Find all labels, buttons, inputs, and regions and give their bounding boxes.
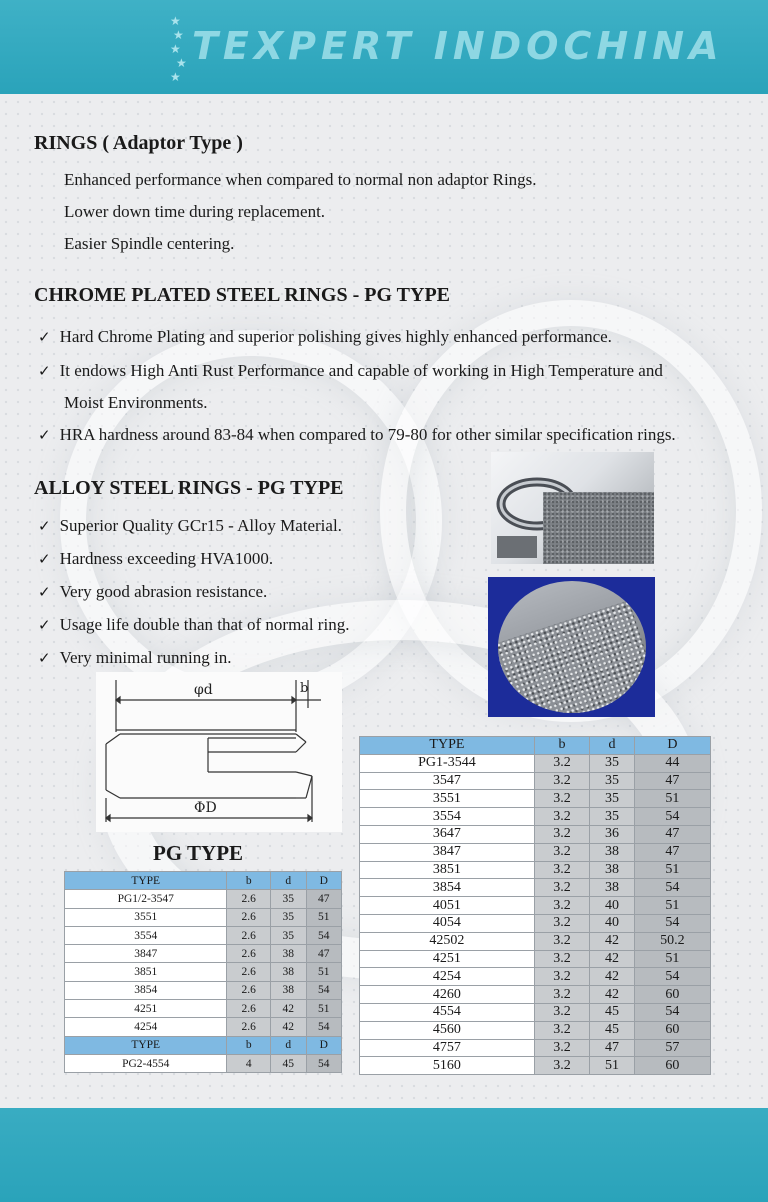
table-cell: 5160 xyxy=(360,1057,535,1075)
table-cell: 36 xyxy=(590,825,635,843)
table-header-row xyxy=(65,1036,342,1054)
table-cell: 51 xyxy=(634,861,710,879)
table-cell: 35 xyxy=(590,754,635,772)
diagram-drawing xyxy=(96,672,342,832)
pg-small-spec-table xyxy=(64,871,342,1073)
pg-type-title: PG TYPE xyxy=(153,841,244,865)
alloy-line-text: Hardness exceeding HVA1000. xyxy=(59,549,274,568)
chrome-line xyxy=(38,361,663,381)
table-cell: 54 xyxy=(634,879,710,897)
header-cell: d xyxy=(271,1036,306,1054)
table-cell: 3.2 xyxy=(534,986,589,1004)
table-cell: 3.2 xyxy=(534,897,589,915)
table-row xyxy=(360,932,711,950)
table-cell: 40 xyxy=(590,897,635,915)
table-cell: 35 xyxy=(271,890,306,908)
table-cell: 3.2 xyxy=(534,1021,589,1039)
table-cell: 3.2 xyxy=(534,843,589,861)
table-cell: 54 xyxy=(634,808,710,826)
table-cell: 3554 xyxy=(65,926,227,944)
table-cell: 42 xyxy=(271,1018,306,1036)
label-b: b xyxy=(300,681,309,696)
table-cell: 3.2 xyxy=(534,1039,589,1057)
table-cell: 3847 xyxy=(65,945,227,963)
table-cell: 4251 xyxy=(65,1000,227,1018)
table-row xyxy=(360,808,711,826)
table-row xyxy=(65,1054,342,1072)
table-cell: 51 xyxy=(306,963,341,981)
table-cell: 54 xyxy=(634,968,710,986)
table-row xyxy=(360,950,711,968)
table-cell: 3854 xyxy=(65,981,227,999)
table-cell: 4260 xyxy=(360,986,535,1004)
table-cell: 51 xyxy=(590,1057,635,1075)
table-cell: 3551 xyxy=(360,790,535,808)
table-cell: 3.2 xyxy=(534,825,589,843)
table-cell: 57 xyxy=(634,1039,710,1057)
chrome-line xyxy=(38,327,612,347)
table-cell: 3.2 xyxy=(534,950,589,968)
star-icon: ★ ★ ★ ★ ★ xyxy=(170,14,187,84)
table-row xyxy=(360,968,711,986)
table-cell: 3547 xyxy=(360,772,535,790)
table-row xyxy=(360,861,711,879)
table-cell: 2.6 xyxy=(227,1000,271,1018)
chrome-title: CHROME PLATED STEEL RINGS - PG TYPE xyxy=(34,284,450,306)
table-cell: 3.2 xyxy=(534,879,589,897)
header-cell: d xyxy=(590,737,635,755)
table-cell: 4251 xyxy=(360,950,535,968)
table-cell: 3847 xyxy=(360,843,535,861)
table-cell: 45 xyxy=(590,1021,635,1039)
table-cell: 54 xyxy=(306,1054,341,1072)
table-cell: 50.2 xyxy=(634,932,710,950)
microscope-view xyxy=(498,581,646,713)
table-cell: 51 xyxy=(306,1000,341,1018)
header-cell: TYPE xyxy=(65,1036,227,1054)
table-cell: 3.2 xyxy=(534,808,589,826)
table-cell: 38 xyxy=(271,945,306,963)
table-row xyxy=(65,1000,342,1018)
label-D: ΦD xyxy=(194,800,217,816)
alloy-title: ALLOY STEEL RINGS - PG TYPE xyxy=(34,477,344,499)
table-cell: 42 xyxy=(590,986,635,1004)
brand-logo: TEXPERT INDOCHINA xyxy=(192,24,724,68)
table-cell: 2.6 xyxy=(227,908,271,926)
chrome-line xyxy=(38,425,676,445)
table-cell: 38 xyxy=(590,843,635,861)
table-cell: 51 xyxy=(634,897,710,915)
adaptor-title: RINGS ( Adaptor Type ) xyxy=(34,132,243,154)
table-cell: PG1-3544 xyxy=(360,754,535,772)
table-cell: 35 xyxy=(590,772,635,790)
table-row xyxy=(360,772,711,790)
header-cell: d xyxy=(271,872,306,890)
table-cell: 2.6 xyxy=(227,926,271,944)
table-cell: 35 xyxy=(271,926,306,944)
table-cell: 42 xyxy=(590,968,635,986)
table-cell: 2.6 xyxy=(227,1018,271,1036)
table-row xyxy=(360,914,711,932)
table-cell: 4254 xyxy=(65,1018,227,1036)
table-row xyxy=(360,897,711,915)
header-cell: b xyxy=(227,1036,271,1054)
table-cell: 47 xyxy=(306,945,341,963)
table-cell: 3851 xyxy=(360,861,535,879)
alloy-line xyxy=(38,516,342,536)
table-row xyxy=(360,1057,711,1075)
table-row xyxy=(360,1021,711,1039)
table-cell: 4051 xyxy=(360,897,535,915)
granular-surface xyxy=(498,600,646,713)
table-row xyxy=(65,1018,342,1036)
table-row xyxy=(65,890,342,908)
adaptor-line: Enhanced performance when compared to normal non adaptor Rings. xyxy=(64,170,537,189)
microscope-photo xyxy=(488,577,655,717)
table-cell: 54 xyxy=(634,914,710,932)
table-cell: 47 xyxy=(634,825,710,843)
alloy-line xyxy=(38,648,231,668)
alloy-line xyxy=(38,615,349,635)
ring-cross-section-diagram xyxy=(96,672,342,832)
table-row xyxy=(360,986,711,1004)
table-cell: 51 xyxy=(634,790,710,808)
table-cell: 51 xyxy=(306,908,341,926)
table-cell: 54 xyxy=(306,981,341,999)
alloy-line-text: Superior Quality GCr15 - Alloy Material. xyxy=(59,516,342,535)
table-cell: 2.6 xyxy=(227,890,271,908)
table-row xyxy=(360,825,711,843)
header-cell: D xyxy=(306,872,341,890)
table-cell: 3.2 xyxy=(534,932,589,950)
table-cell: 35 xyxy=(590,808,635,826)
table-cell: 38 xyxy=(590,879,635,897)
table-cell: 3.2 xyxy=(534,754,589,772)
table-row xyxy=(360,754,711,772)
table-cell: 3.2 xyxy=(534,968,589,986)
table-cell: 40 xyxy=(590,914,635,932)
table-cell: 3551 xyxy=(65,908,227,926)
table-cell: 4054 xyxy=(360,914,535,932)
table-cell: 47 xyxy=(634,772,710,790)
chrome-line: Moist Environments. xyxy=(64,393,208,412)
table-cell: 44 xyxy=(634,754,710,772)
table-cell: 35 xyxy=(271,908,306,926)
table-cell: 60 xyxy=(634,1021,710,1039)
header-cell: D xyxy=(634,737,710,755)
table-row xyxy=(360,1003,711,1021)
table-header-row xyxy=(360,737,711,755)
pg-big-spec-table xyxy=(359,736,711,1075)
chrome-line-text: HRA hardness around 83-84 when compared to 79-80 for other similar specification rings. xyxy=(59,425,676,444)
header-cell: b xyxy=(534,737,589,755)
table-row xyxy=(65,908,342,926)
table-cell: 4554 xyxy=(360,1003,535,1021)
table-cell: 3854 xyxy=(360,879,535,897)
table-cell: 38 xyxy=(271,981,306,999)
table-row xyxy=(65,945,342,963)
table-cell: 51 xyxy=(634,950,710,968)
table-cell: 54 xyxy=(634,1003,710,1021)
table-cell: 47 xyxy=(590,1039,635,1057)
table-cell: 54 xyxy=(306,926,341,944)
table-cell: 35 xyxy=(590,790,635,808)
table-cell: 3.2 xyxy=(534,772,589,790)
alloy-line-text: Usage life double than that of normal ring. xyxy=(59,615,350,634)
adaptor-line: Lower down time during replacement. xyxy=(64,202,326,221)
table-cell: 3851 xyxy=(65,963,227,981)
table-row xyxy=(360,1039,711,1057)
table-cell: 3.2 xyxy=(534,914,589,932)
table-cell: 3.2 xyxy=(534,1057,589,1075)
alloy-line-text: Very minimal running in. xyxy=(59,648,232,667)
table-cell: 3.2 xyxy=(534,1003,589,1021)
adaptor-line: Easier Spindle centering. xyxy=(64,234,235,253)
table-cell: 42 xyxy=(590,950,635,968)
table-cell: 2.6 xyxy=(227,963,271,981)
chrome-line-text: Hard Chrome Plating and superior polishing gives highly enhanced performance. xyxy=(59,327,612,346)
table-cell: 4560 xyxy=(360,1021,535,1039)
table-cell: 3554 xyxy=(360,808,535,826)
alloy-line-text: Very good abrasion resistance. xyxy=(59,582,268,601)
table-cell: 4254 xyxy=(360,968,535,986)
label-d: φd xyxy=(194,682,213,698)
header-cell: TYPE xyxy=(65,872,227,890)
table-cell: 47 xyxy=(634,843,710,861)
footer-banner xyxy=(0,1108,768,1202)
header-cell: b xyxy=(227,872,271,890)
alloy-line xyxy=(38,549,273,569)
table-cell: 3647 xyxy=(360,825,535,843)
table-row xyxy=(360,843,711,861)
table-cell: 45 xyxy=(590,1003,635,1021)
table-cell: 60 xyxy=(634,1057,710,1075)
chrome-line-text: It endows High Anti Rust Performance and capable of working in High Temperature and xyxy=(59,361,663,380)
table-row xyxy=(65,981,342,999)
table-cell: 42 xyxy=(271,1000,306,1018)
table-header-row xyxy=(65,872,342,890)
header-banner xyxy=(0,0,768,94)
table-cell: PG2-4554 xyxy=(65,1054,227,1072)
table-cell: 42502 xyxy=(360,932,535,950)
table-row xyxy=(360,879,711,897)
header-cell: D xyxy=(306,1036,341,1054)
table-cell: 2.6 xyxy=(227,945,271,963)
table-cell: 42 xyxy=(590,932,635,950)
table-cell: 38 xyxy=(590,861,635,879)
ring-product-photo xyxy=(491,452,654,564)
table-cell: 60 xyxy=(634,986,710,1004)
table-row xyxy=(65,963,342,981)
table-cell: 3.2 xyxy=(534,861,589,879)
table-cell: 47 xyxy=(306,890,341,908)
table-row xyxy=(360,790,711,808)
header-cell: TYPE xyxy=(360,737,535,755)
table-cell: 2.6 xyxy=(227,981,271,999)
alloy-line xyxy=(38,582,267,602)
table-cell: 54 xyxy=(306,1018,341,1036)
table-cell: PG1/2-3547 xyxy=(65,890,227,908)
table-row xyxy=(65,926,342,944)
table-cell: 4757 xyxy=(360,1039,535,1057)
surface-texture xyxy=(543,492,654,564)
table-cell: 45 xyxy=(271,1054,306,1072)
table-cell: 38 xyxy=(271,963,306,981)
table-cell: 3.2 xyxy=(534,790,589,808)
table-cell: 4 xyxy=(227,1054,271,1072)
